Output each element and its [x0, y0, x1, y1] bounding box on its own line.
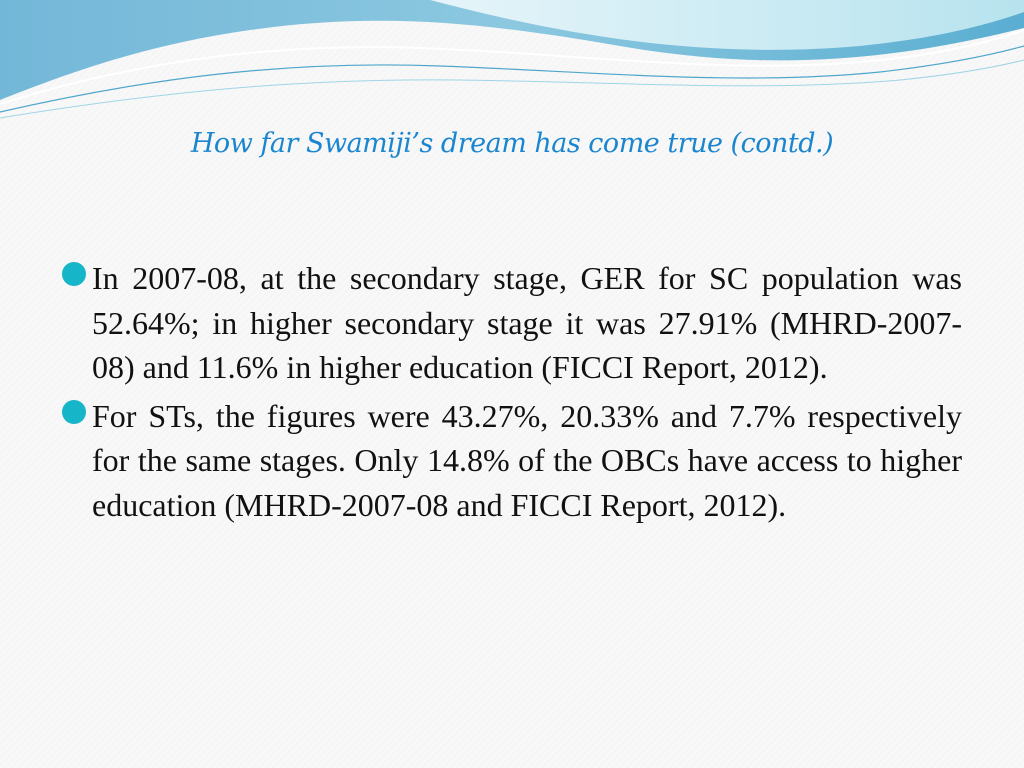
header-wave-decoration: [0, 0, 1024, 130]
bullet-text-2: For STs, the figures were 43.27%, 20.33% and 7.7% respectively for the same stages. Only 14.8% of the OBCs have access to higher education (MHRD-2007-08 and FICCI Report, 2012).: [92, 397, 962, 523]
bullet-icon: [62, 262, 86, 286]
bullet-item-1: [62, 256, 962, 390]
slide-title: How far Swamiji’s dream has come true (contd.): [190, 128, 834, 159]
bullet-list: [62, 256, 962, 527]
bullet-icon: [62, 400, 86, 424]
bullet-text-1: In 2007-08, at the secondary stage, GER for SC population was 52.64%; in higher secondary stage it was 27.91% (MHRD-2007-08) and 11.6% in higher education (FICCI Report, 2012).: [92, 260, 962, 385]
bullet-item-2: [62, 394, 962, 528]
